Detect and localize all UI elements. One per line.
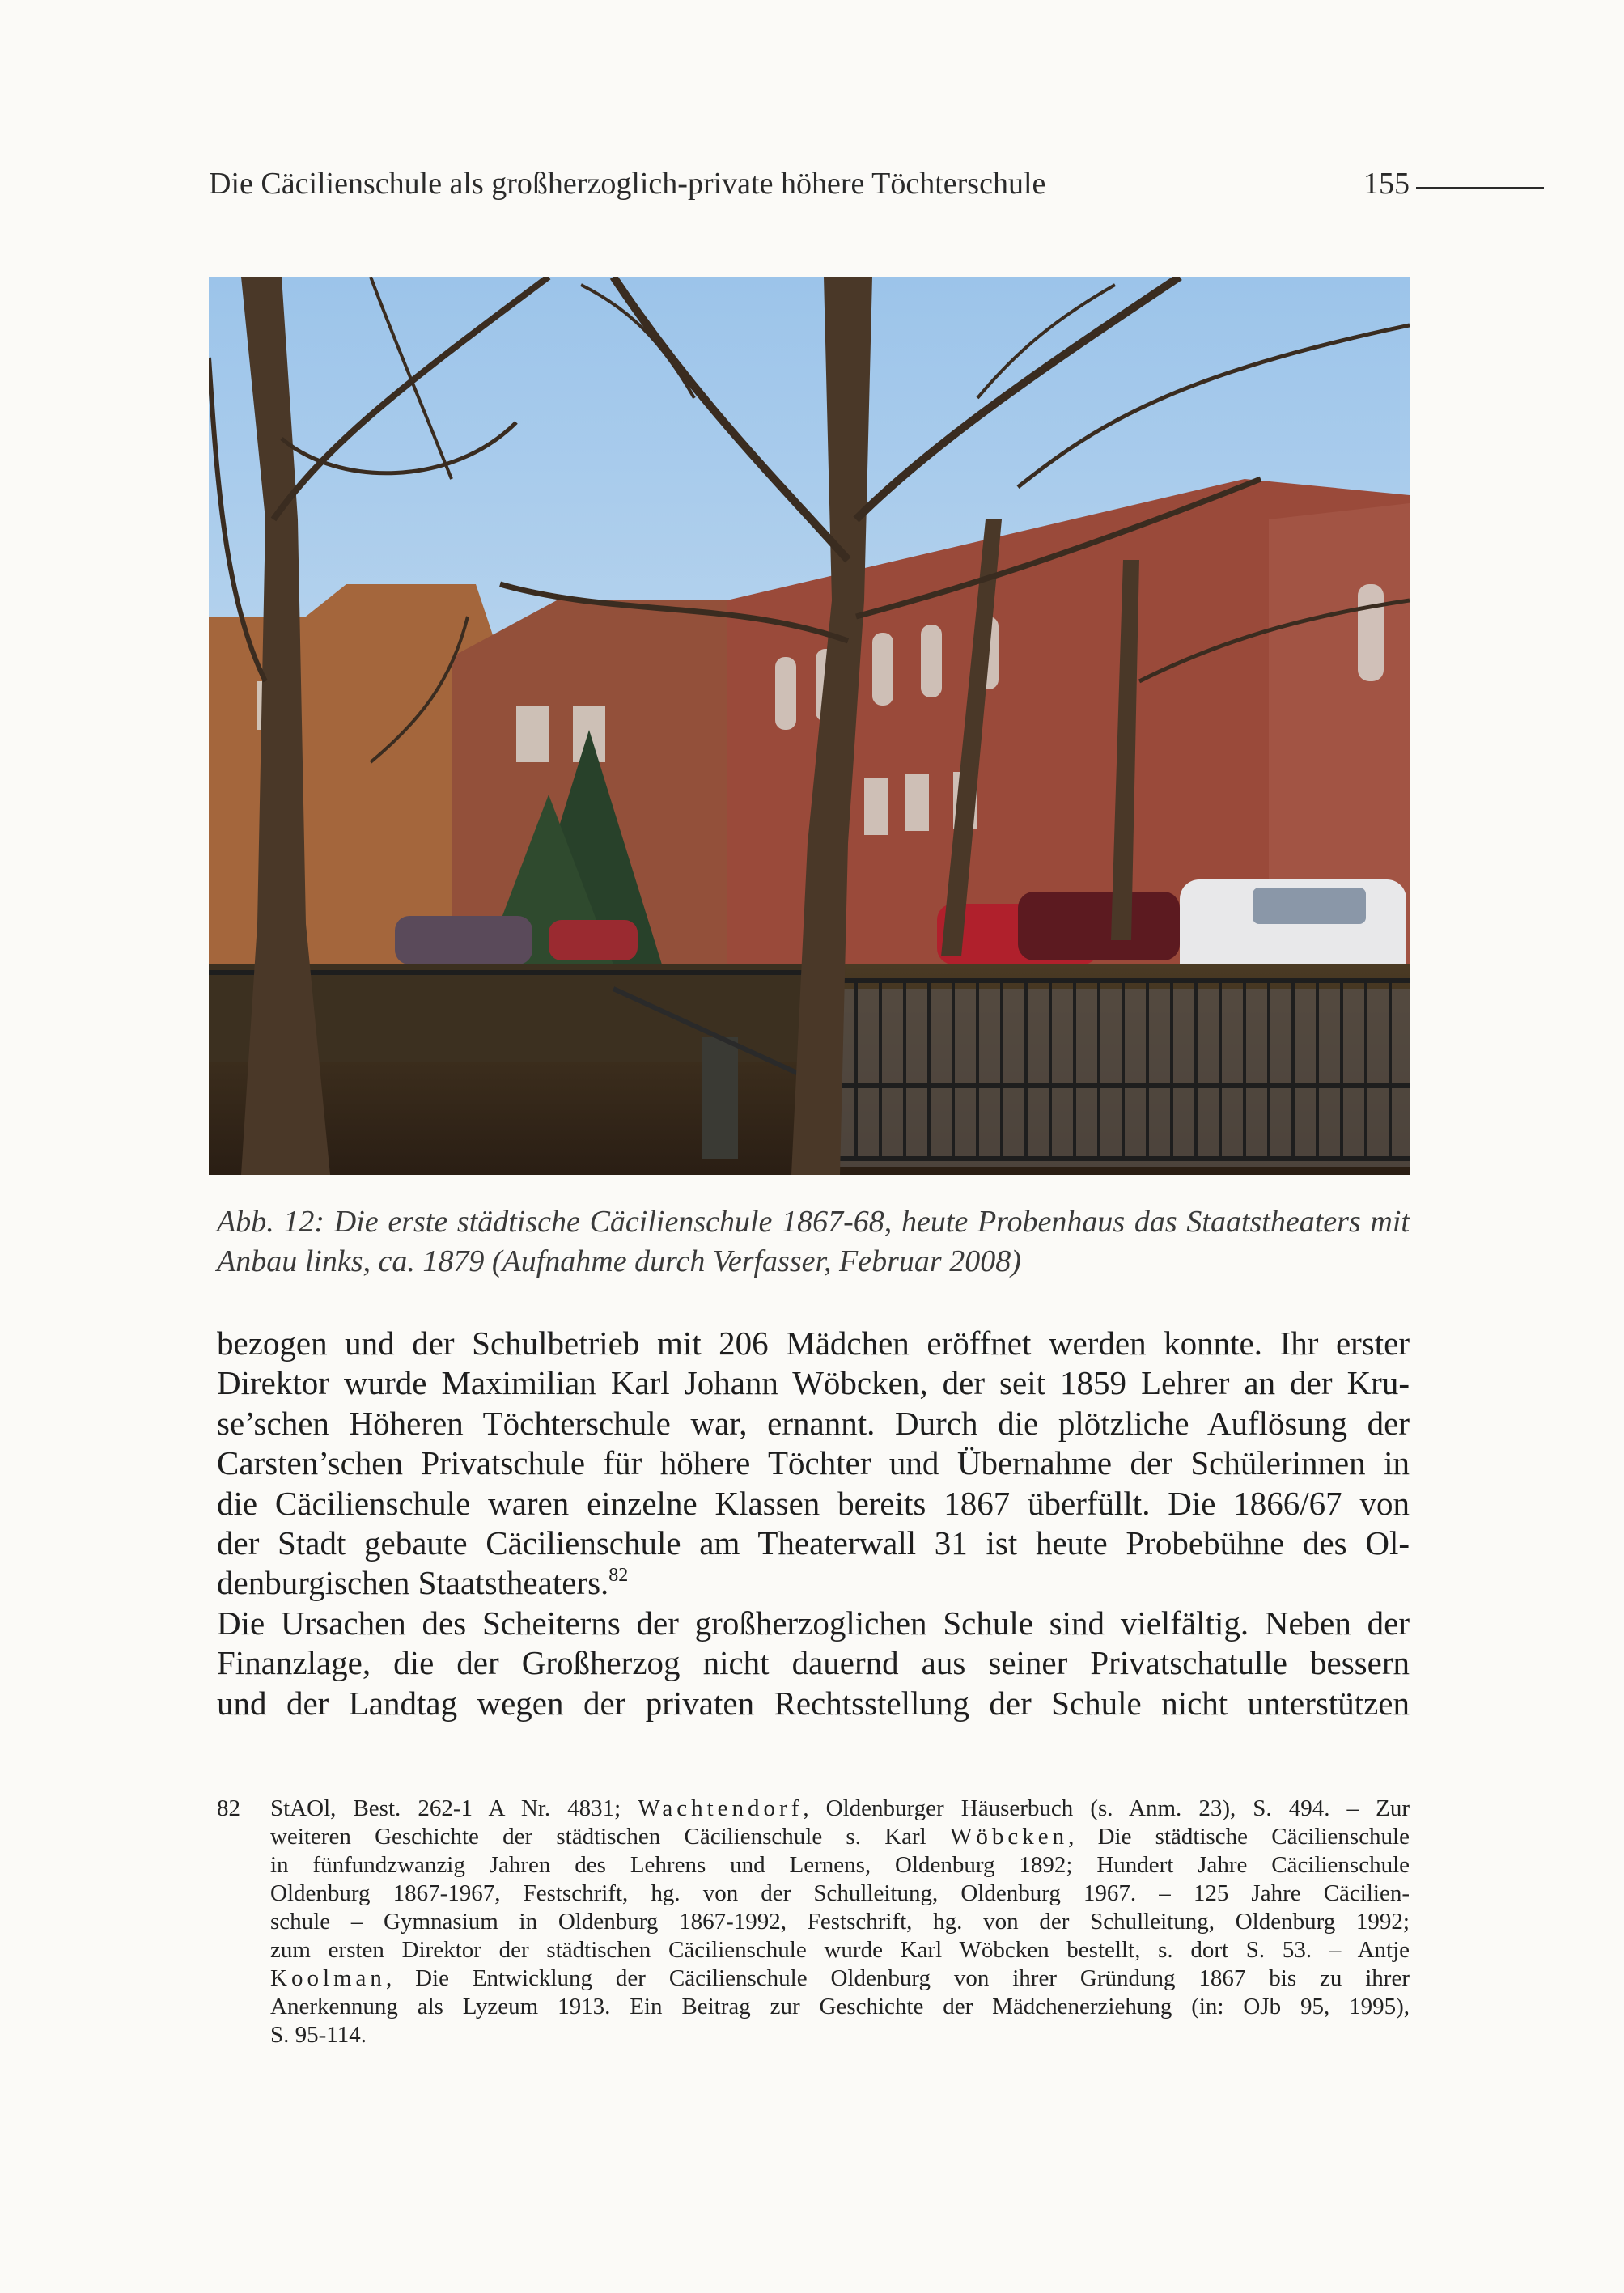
figure-caption (217, 1202, 1410, 1282)
body-line-paragraph-end (217, 1563, 1410, 1603)
footnote-line: Anerkennung als Lyzeum 1913. Ein Beitrag zur Geschichte der Mädchenerziehung (in: OJb 95, 1995), (270, 1994, 1410, 2020)
body-line: Die Ursachen des Scheiterns der großherzoglichen Schule sind vielfältig. Neben der (217, 1604, 1410, 1642)
footnote-text: , Die Entwicklung der Cäcilienschule Oldenburg von ihrer Gründung 1867 bis zu ihrer (385, 1965, 1410, 1991)
figure-photo (209, 277, 1410, 1175)
body-line: Direktor wurde Maximilian Karl Johann Wöbcken, der seit 1859 Lehrer an der Kru- (217, 1364, 1410, 1402)
running-head (209, 166, 1410, 214)
running-head-title: Die Cäcilienschule als großherzoglich-private höhere Töchterschule (209, 167, 1046, 201)
body-line: und der Landtag wegen der privaten Rechtsstellung der Schule nicht unterstützen (217, 1684, 1410, 1722)
footnote-text: weiteren Geschichte der städtischen Cäcilienschule s. Karl (270, 1824, 926, 1850)
footnote-text: , Oldenburger Häuserbuch (s. Anm. 23), S. 494. – Zur (803, 1795, 1410, 1821)
body-line: Carsten’schen Privatschule für höhere Töchter und Übernahme der Schülerinnen in (217, 1444, 1410, 1482)
author-name: Koolman (270, 1965, 386, 1991)
author-name: Wachtendorf (638, 1795, 804, 1821)
footnote-line (270, 1795, 1410, 1823)
body-line: die Cäcilienschule waren einzelne Klassen bereits 1867 überfüllt. Die 1866/67 von (217, 1484, 1410, 1522)
footnote-line: schule – Gymnasium in Oldenburg 1867-1992, Festschrift, hg. von der Schulleitung, Oldenburg 1992; (270, 1909, 1410, 1935)
footnote-line: Oldenburg 1867-1967, Festschrift, hg. von der Schulleitung, Oldenburg 1967. – 125 Jahre Cäcilien- (270, 1880, 1410, 1906)
footnote-line: in fünfundzwanzig Jahren des Lehrens und Lernens, Oldenburg 1892; Hundert Jahre Cäcilienschule (270, 1852, 1410, 1878)
footnote-text: StAOl, Best. 262-1 A Nr. 4831; (270, 1795, 621, 1821)
footnote-body (270, 1795, 1410, 2049)
body-line: der Stadt gebaute Cäcilienschule am Theaterwall 31 ist heute Probebühne des Ol- (217, 1524, 1410, 1562)
footnote-line (270, 1823, 1410, 1851)
footnote-line: zum ersten Direktor der städtischen Cäcilienschule wurde Karl Wöbcken bestellt, s. dort S. 53. – Antje (270, 1937, 1410, 1963)
footnote-reference[interactable]: 82 (608, 1565, 629, 1587)
caption-line-1: Abb. 12: Die erste städtische Cäcilienschule 1867-68, heute Probenhaus das Staatstheaters mit (217, 1205, 1410, 1239)
bollard (702, 1037, 738, 1159)
footnote-text: , Die städtische Cäcilienschule (1068, 1824, 1410, 1850)
paragraph-end-text: denburgischen Staatstheaters. (217, 1564, 609, 1602)
running-head-rule (1416, 187, 1544, 189)
footnote-line: S. 95-114. (270, 2022, 367, 2048)
footnote-line (270, 1965, 1410, 1993)
author-name: Wöbcken (949, 1824, 1069, 1850)
body-line: se’schen Höheren Töchterschule war, ernannt. Durch die plötzliche Auflösung der (217, 1404, 1410, 1442)
photo-illustration (209, 277, 1410, 1175)
caption-line-2: Anbau links, ca. 1879 (Aufnahme durch Verfasser, Februar 2008) (217, 1244, 1021, 1278)
body-line: bezogen und der Schulbetrieb mit 206 Mädchen eröffnet werden konnte. Ihr erster (217, 1325, 1410, 1362)
body-text (217, 1324, 1410, 1723)
page-number: 155 (1363, 167, 1410, 201)
footnote-number: 82 (217, 1795, 240, 1821)
body-line: Finanzlage, die der Großherzog nicht dauernd aus seiner Privatschatulle bessern (217, 1644, 1410, 1682)
